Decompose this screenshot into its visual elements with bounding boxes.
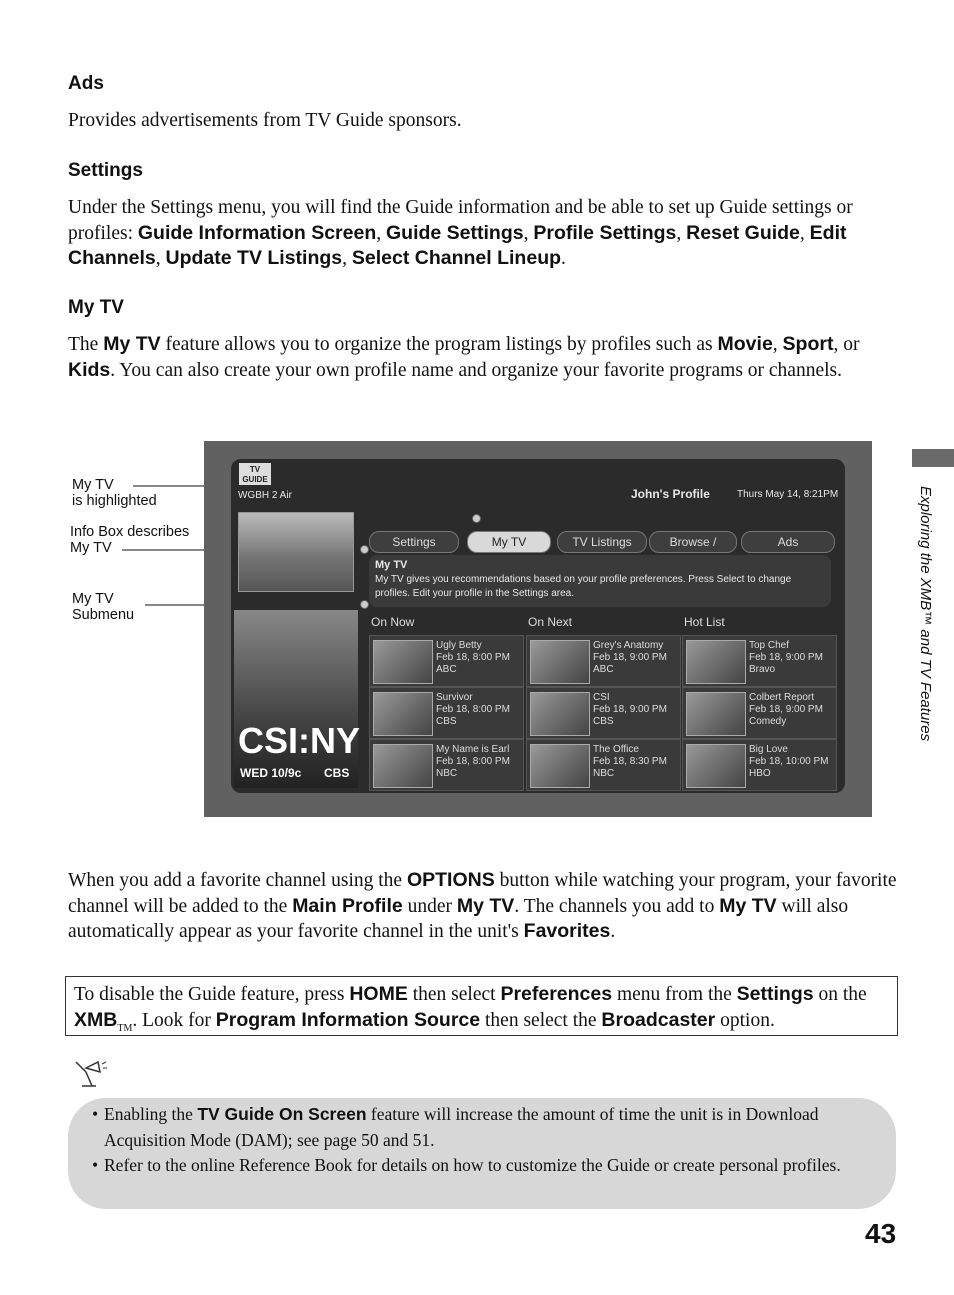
guide-panel [231,459,845,793]
column-on-now: On Now [371,615,415,629]
info-title: My TV [375,559,408,571]
channel-label: WGBH 2 Air [238,490,292,501]
mytv-heading: My TV [68,297,124,318]
menu-tv-listings[interactable]: TV Listings [557,531,647,553]
promo-banner [234,610,361,788]
menu-browse-search[interactable]: Browse / [649,531,737,553]
program-cell[interactable]: The Office Feb 18, 8:30 PM NBC [526,739,681,791]
chapter-side-label: Exploring the XMB™ and TV Features [917,486,934,742]
program-thumbnail [530,744,590,788]
promo-network: CBS [324,766,350,780]
settings-heading: Settings [68,160,143,181]
callout-submenu: My TV Submenu [72,591,135,623]
program-thumbnail [373,692,433,736]
promo-show: CSI:NY [238,720,361,761]
program-thumbnail [530,692,590,736]
menu-ads[interactable]: Ads [741,531,835,553]
profile-name: John's Profile [631,487,710,501]
program-thumbnail [373,640,433,684]
program-thumbnail [686,692,746,736]
info-text-1: My TV gives you recommendations based on your profile preferences. Press Select to change [375,574,792,585]
program-cell[interactable]: Survivor Feb 18, 8:00 PM CBS [369,687,524,739]
tips-panel [68,1098,896,1209]
mytv-text: The My TV feature allows you to organize the program listings by profiles such as Movie, Sport, or Kids. You can also create your own profile name and organize your favorite programs or channels. [68,333,860,381]
menu-my-tv[interactable]: My TV [467,531,551,553]
video-preview [238,512,354,592]
callout-infobox: Info Box describes My TV [70,524,190,556]
settings-text: Under the Settings menu, you will find the Guide information and be able to set up Guide settings or profiles: Guide Information Screen, Guide Settings, Profile Settings, Reset Guide, Edit Channels, Update TV Listings, Select Channel Lineup. [68,197,853,269]
program-thumbnail [686,744,746,788]
program-cell[interactable]: Ugly Betty Feb 18, 8:00 PM ABC [369,635,524,687]
tip-lamp-icon [72,1058,110,1090]
promo-time: WED 10/9c [240,766,302,780]
info-box [369,555,831,607]
ads-heading: Ads [68,73,104,94]
program-cell[interactable]: Grey's Anatomy Feb 18, 9:00 PM ABC [526,635,681,687]
tv-guide-logo: TV GUIDE [239,463,271,485]
program-cell[interactable]: CSI Feb 18, 9:00 PM CBS [526,687,681,739]
program-cell[interactable]: Top Chef Feb 18, 9:00 PM Bravo [682,635,837,687]
callout-highlighted: My TV is highlighted [72,477,157,509]
program-thumbnail [373,744,433,788]
callout-dot-2 [360,545,369,554]
program-thumbnail [530,640,590,684]
program-cell[interactable]: My Name is Earl Feb 18, 8:00 PM NBC [369,739,524,791]
note-box: To disable the Guide feature, press HOME then select Preferences menu from the Settings on the $XMB_{TM}$. Look for Program Information Source then select the Broadcaster option. [65,976,898,1036]
menu-settings[interactable]: Settings [369,531,459,553]
program-cell[interactable]: Big Love Feb 18, 10:00 PM HBO [682,739,837,791]
program-thumbnail [686,640,746,684]
tip-item: • Enabling the TV Guide On Screen feature will increase the amount of time the unit is in Download Acquisition Mode (DAM); see page 50 and 51. [104,1102,866,1153]
chapter-tab [912,449,954,467]
callout-dot-1 [472,514,481,523]
column-hot-list: Hot List [684,615,725,629]
tip-item: • Refer to the online Reference Book for details on how to customize the Guide or create personal profiles. [104,1153,866,1179]
ads-text: Provides advertisements from TV Guide sponsors. [68,110,462,131]
tv-guide-screenshot [204,441,872,817]
program-cell[interactable]: Colbert Report Feb 18, 9:00 PM Comedy [682,687,837,739]
column-on-next: On Next [528,615,573,629]
page-number: 43 [865,1218,897,1249]
callout-dot-3 [360,600,369,609]
info-text-2: profiles. Edit your profile in the Settings area. [375,588,574,599]
options-paragraph: When you add a favorite channel using the OPTIONS button while watching your program, your favorite channel will be added to the Main Profile under My TV. The channels you add to My TV will also automatically appear as your favorite channel in the unit's Favorites. [68,869,897,942]
date-time: Thurs May 14, 8:21PM [737,489,839,500]
